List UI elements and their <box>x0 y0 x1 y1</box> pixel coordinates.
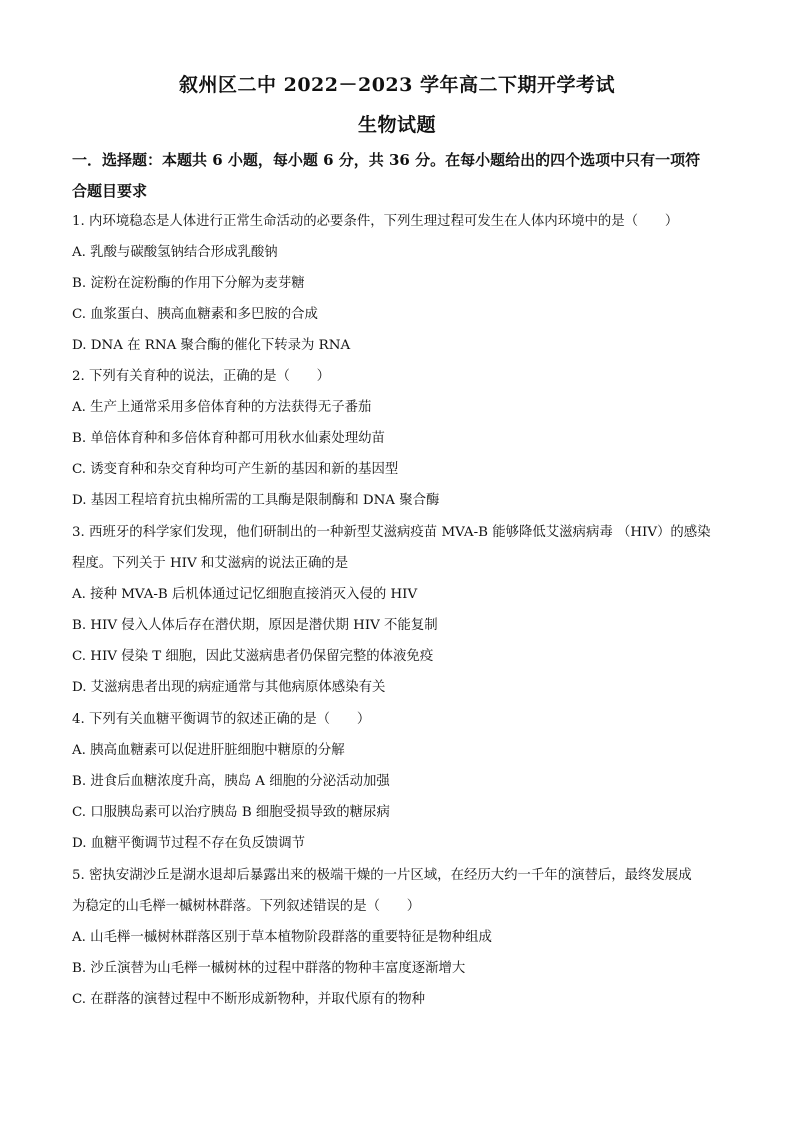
exam-title: 叙州区二中 2022－2023 学年高二下期开学考试 <box>179 74 615 96</box>
question-4-option-a: A. 胰高血糖素可以促进肝脏细胞中糖原的分解 <box>72 743 345 758</box>
question-3-option-c: C. HIV 侵染 T 细胞，因此艾滋病患者仍保留完整的体液免疫 <box>72 649 434 664</box>
question-1-stem: 1. 内环境稳态是人体进行正常生命活动的必要条件，下列生理过程可发生在人体内环境中的是（ ） <box>72 214 679 229</box>
question-2-option-b: B. 单倍体育种和多倍体育种都可用秋水仙素处理幼苗 <box>72 431 385 446</box>
question-1-option-b: B. 淀粉在淀粉酶的作用下分解为麦芽糖 <box>72 276 305 291</box>
question-2-stem: 2. 下列有关育种的说法，正确的是（ ） <box>72 369 331 384</box>
question-5-stem-line-1: 5. 密执安湖沙丘是湖水退却后暴露出来的极端干燥的一片区域，在经历大约一千年的演替后，最终发展成 <box>72 868 692 883</box>
exam-subtitle: 生物试题 <box>357 114 436 136</box>
question-3-option-b: B. HIV 侵入人体后存在潜伏期，原因是潜伏期 HIV 不能复制 <box>72 618 438 633</box>
question-2-option-d: D. 基因工程培育抗虫棉所需的工具酶是限制酶和 DNA 聚合酶 <box>72 493 440 508</box>
question-1-option-d: D. DNA 在 RNA 聚合酶的催化下转录为 RNA <box>72 338 351 353</box>
question-3-stem-line-2: 程度。下列关于 HIV 和艾滋病的说法正确的是 <box>72 556 349 571</box>
question-5-option-c: C. 在群落的演替过程中不断形成新物种，并取代原有的物种 <box>72 992 426 1007</box>
question-5-option-a: A. 山毛榉一槭树林群落区别于草本植物阶段群落的重要特征是物种组成 <box>72 930 492 945</box>
question-2-option-c: C. 诱变育种和杂交育种均可产生新的基因和新的基因型 <box>72 462 399 477</box>
question-3-option-a: A. 接种 MVA-B 后机体通过记忆细胞直接消灭入侵的 HIV <box>72 587 418 602</box>
question-4-option-b: B. 进食后血糖浓度升高，胰岛 A 细胞的分泌活动加强 <box>72 774 390 789</box>
question-3-stem-line-1: 3. 西班牙的科学家们发现，他们研制出的一种新型艾滋病疫苗 MVA-B 能够降低艾滋病病毒 （HIV）的感染 <box>72 525 711 540</box>
question-3-option-d: D. 艾滋病患者出现的病症通常与其他病原体感染有关 <box>72 680 386 695</box>
section-heading-line-2: 合题目要求 <box>72 182 148 200</box>
section-heading-line-1: 一．选择题：本题共 6 小题，每小题 6 分，共 36 分。在每小题给出的四个选项中只有一项符 <box>72 151 701 169</box>
question-1-option-a: A. 乳酸与碳酸氢钠结合形成乳酸钠 <box>72 245 278 260</box>
question-5-option-b: B. 沙丘演替为山毛榉一槭树林的过程中群落的物种丰富度逐渐增大 <box>72 961 466 976</box>
question-2-option-a: A. 生产上通常采用多倍体育种的方法获得无子番茄 <box>72 400 372 415</box>
question-4-option-c: C. 口服胰岛素可以治疗胰岛 B 细胞受损导致的糖尿病 <box>72 805 390 820</box>
question-4-option-d: D. 血糖平衡调节过程不存在负反馈调节 <box>72 836 306 851</box>
question-1-option-c: C. 血浆蛋白、胰高血糖素和多巴胺的合成 <box>72 307 318 322</box>
question-5-stem-line-2: 为稳定的山毛榉一槭树林群落。下列叙述错误的是（ ） <box>72 899 421 914</box>
question-4-stem: 4. 下列有关血糖平衡调节的叙述正确的是（ ） <box>72 712 371 727</box>
